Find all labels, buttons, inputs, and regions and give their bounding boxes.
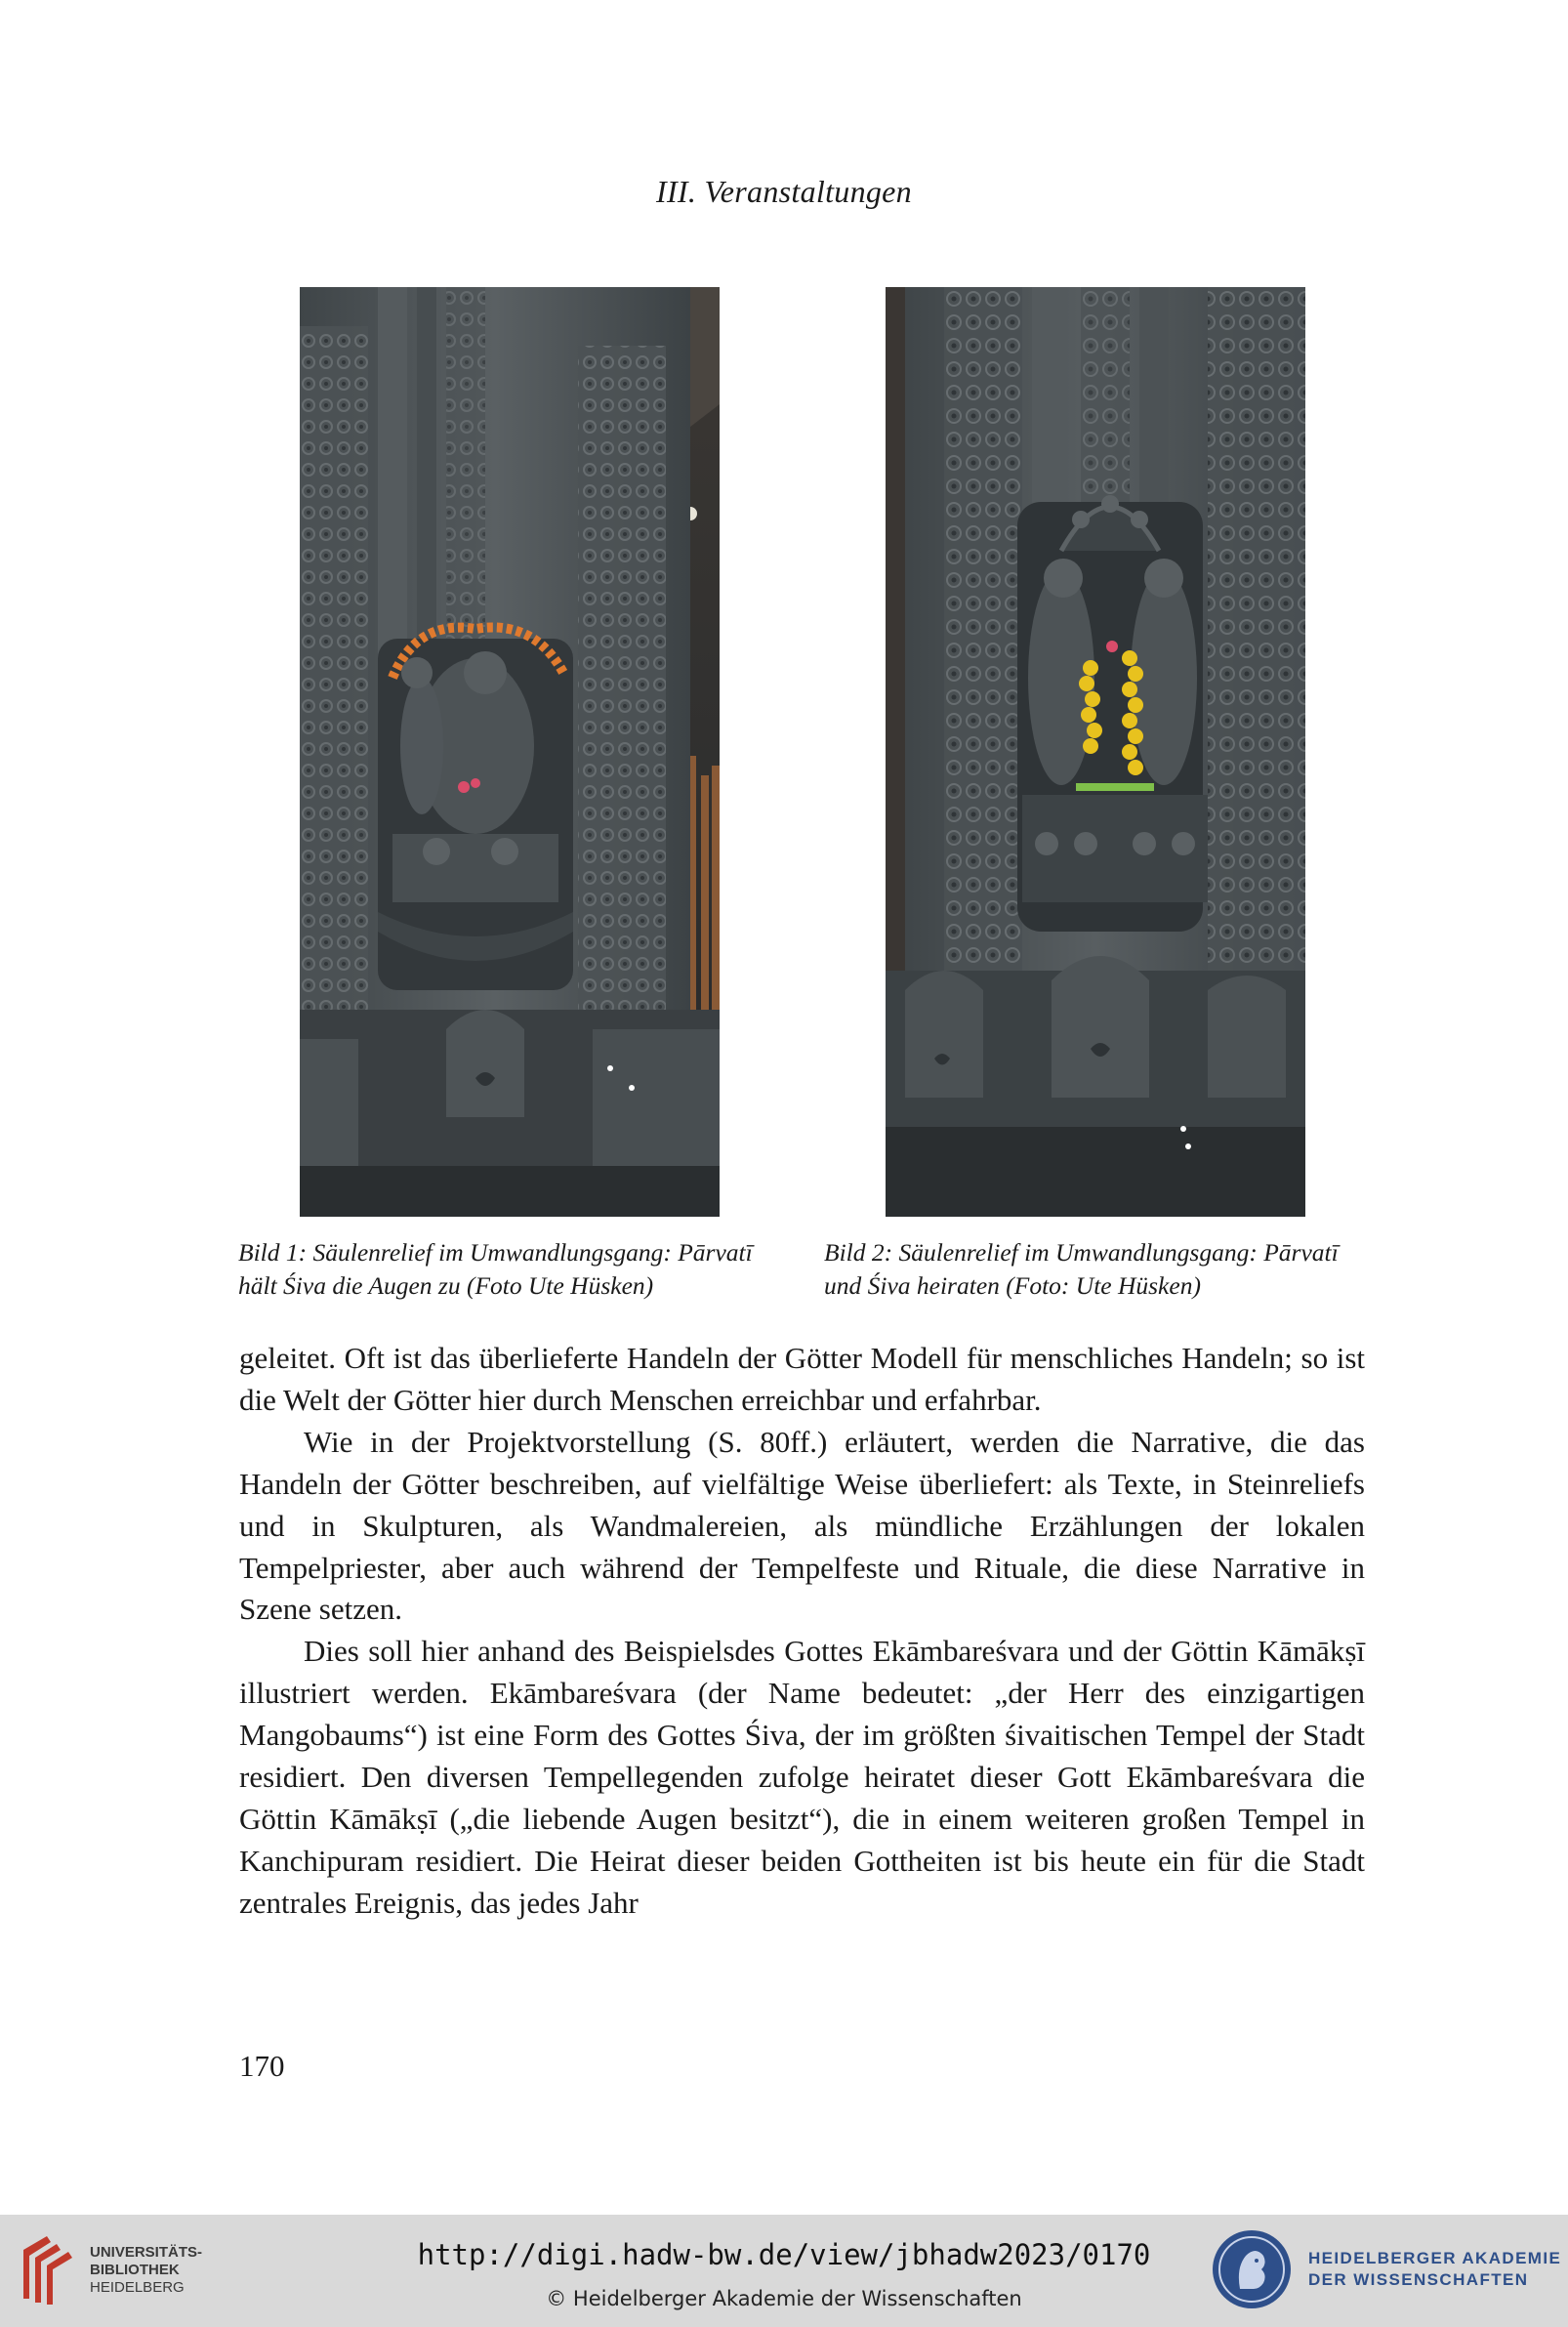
figure-caption-1-line-1: Bild 1: Säulenrelief im Umwandlungsgang: Pārvatī: [238, 1238, 753, 1267]
copyright-notice: © Heidelberger Akademie der Wissenschaften: [546, 2287, 1022, 2310]
figure-caption-2: [824, 1236, 1390, 1303]
footer-bar: [0, 2215, 1568, 2327]
paragraph-3: Dies soll hier anhand des Beispielsdes Gottes Ekāmbareśvara und der Göttin Kāmākṣī illustriert werden. Ekāmbareśvara (der Name bedeutet: „der Herr des einzigartigen Mangobaums“) ist eine Form des Gottes Śiva, der im größten śivaitischen Tempel der Stadt residiert. Den diversen Tempellegenden zufolge heiratet dieser Gott Ekāmbareśvara die Göttin Kāmākṣī („die liebende Augen besitzt“), die in einem weiteren großen Tempel in Kanchipuram residiert. Die Heirat dieser beiden Gottheiten ist bis heute ein für die Stadt zentrales Ereignis, das jedes Jahr: [239, 1634, 1365, 1920]
library-name-line-2: BIBLIOTHEK: [90, 2262, 180, 2278]
figure-caption-1: [238, 1236, 805, 1303]
page-number: 170: [239, 2049, 285, 2083]
library-name-line-3: HEIDELBERG: [90, 2279, 185, 2296]
library-name-line-1: UNIVERSITÄTS-: [90, 2244, 203, 2261]
permalink-url[interactable]: http://digi.hadw-bw.de/view/jbhadw2023/0170: [417, 2238, 1151, 2271]
paragraph-1: geleitet. Oft ist das überlieferte Handeln der Götter Modell für menschliches Handeln; so ist die Welt der Götter hier durch Menschen erreichbar und erfahrbar.: [239, 1341, 1365, 1417]
academy-name-line-2: DER WISSENSCHAFTEN: [1308, 2270, 1529, 2289]
academy-name-line-1: HEIDELBERGER AKADEMIE: [1308, 2249, 1562, 2267]
paragraph-2: Wie in der Projektvorstellung (S. 80ff.) erläutert, werden die Narrative, die das Handeln der Götter beschreiben, auf vielfältige Weise überliefert: als Texte, in Steinreliefs und in Skulpturen, als Wandmalereien, als mündliche Erzählungen der lokalen Tempelpriester, aber auch während der Tempelfeste und Rituale, die diese Narrative in Szene setzen.: [239, 1424, 1365, 1627]
body-text: [239, 1338, 1365, 1925]
academy-seal-icon: [1211, 2228, 1293, 2310]
photo-1-image: [300, 287, 720, 1217]
figure-caption-2-line-2: und Śiva heiraten (Foto: Ute Hüsken): [824, 1271, 1201, 1300]
running-head: III. Veranstaltungen: [656, 174, 912, 209]
photo-column-relief-1: [300, 287, 720, 1217]
photo-column-relief-2: [886, 287, 1305, 1217]
academy-name: [1308, 2248, 1561, 2291]
photo-2-image: [886, 287, 1305, 1217]
figure-caption-1-line-2: hält Śiva die Augen zu (Foto Ute Hüsken): [238, 1271, 654, 1300]
figure-caption-2-line-1: Bild 2: Säulenrelief im Umwandlungsgang: Pārvatī: [824, 1238, 1339, 1267]
